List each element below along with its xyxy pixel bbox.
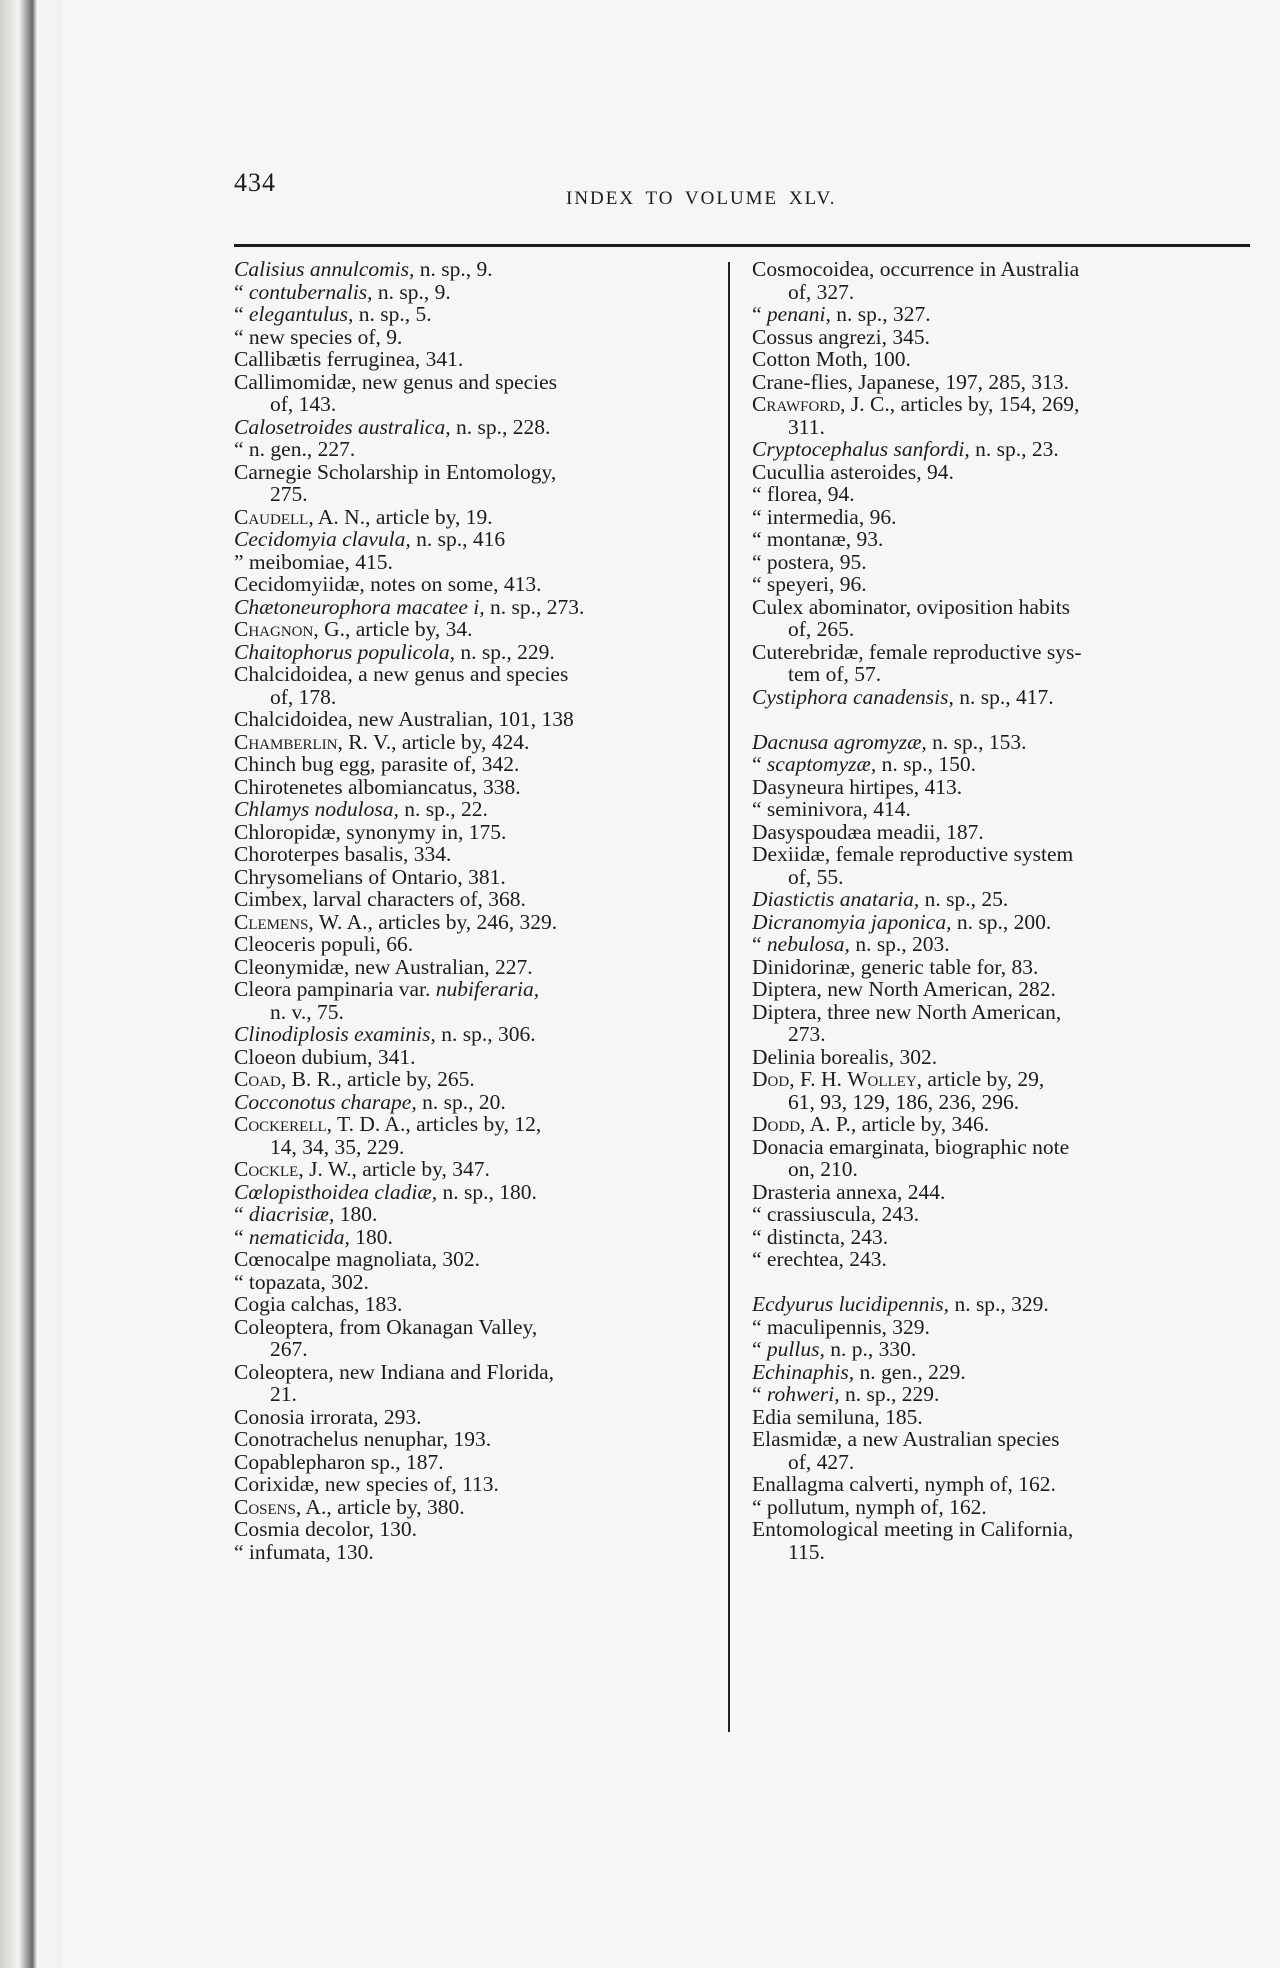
- index-entry: [752, 686, 1244, 709]
- entry-text: of, 143.: [270, 392, 337, 416]
- entry-text: F. H.: [794, 1067, 848, 1091]
- index-entry: [234, 956, 714, 979]
- running-head: INDEX TO VOLUME XLV.: [566, 188, 837, 209]
- entry-text: “ n. gen., 227.: [234, 437, 356, 461]
- entry-text: 267.: [270, 1337, 308, 1361]
- entry-text: Copablepharon sp., 187.: [234, 1449, 444, 1474]
- entry-text: Cockle,: [234, 1157, 304, 1181]
- entry-text: Chaitophorus populicola,: [234, 639, 455, 664]
- entry-text: Chætoneurophora macatee i,: [234, 594, 485, 619]
- entry-text: n. sp., 306.: [435, 1022, 536, 1046]
- index-entry: [234, 1541, 714, 1564]
- entry-text: n. sp., 153.: [926, 729, 1027, 754]
- entry-text: Dodd,: [752, 1112, 806, 1136]
- index-entry: [752, 551, 1244, 574]
- entry-text: “ erechtea, 243.: [752, 1247, 887, 1271]
- index-entry: [752, 483, 1244, 506]
- entry-text: Crawford,: [752, 392, 846, 416]
- index-entry: [234, 461, 714, 484]
- entry-text: Entomological meeting in California,: [752, 1517, 1074, 1541]
- index-entry-continuation: [752, 1451, 1244, 1474]
- index-entry: [752, 1428, 1244, 1451]
- index-entry: [752, 438, 1244, 461]
- entry-text: Delinia borealis, 302.: [752, 1044, 938, 1069]
- entry-text: Diastictis anataria,: [752, 887, 920, 911]
- entry-text: contubernalis,: [248, 279, 373, 304]
- entry-text: Cleoceris populi, 66.: [234, 932, 414, 956]
- index-entry: [752, 1293, 1244, 1316]
- entry-text: n. sp., 228.: [450, 414, 551, 439]
- index-entry-continuation: [752, 1023, 1244, 1046]
- entry-text: of, 265.: [788, 617, 855, 641]
- entry-text: J. W., article by, 347.: [303, 1157, 490, 1181]
- index-entry: [752, 1046, 1244, 1069]
- index-entry: [752, 641, 1244, 664]
- entry-text: pullus,: [766, 1337, 825, 1361]
- entry-text: Dinidorinæ, generic table for, 83.: [752, 954, 1039, 979]
- entry-text: Chinch bug egg, parasite of, 342.: [234, 752, 520, 776]
- entry-text: n. sp., 9.: [372, 279, 451, 304]
- entry-text: of, 327.: [788, 279, 855, 304]
- index-entry-continuation: [752, 1158, 1244, 1181]
- entry-text: Coleoptera, from Okanagan Valley,: [234, 1314, 538, 1339]
- entry-text: “ pollutum, nymph of, 162.: [752, 1494, 987, 1519]
- entry-text: elegantulus,: [248, 302, 354, 326]
- entry-text: 21.: [270, 1382, 297, 1406]
- entry-text: Diptera, new North American, 282.: [752, 977, 1056, 1001]
- index-column-right: [752, 258, 1244, 1563]
- entry-text: “: [234, 1202, 249, 1226]
- index-entry: [234, 303, 714, 326]
- entry-text: n. sp., 200.: [951, 909, 1052, 934]
- index-entry: [752, 843, 1244, 866]
- index-entry: [234, 866, 714, 889]
- entry-text: Choroterpes basalis, 334.: [234, 842, 452, 866]
- index-entry: [752, 528, 1244, 551]
- index-entry-continuation: [752, 281, 1244, 304]
- index-entry: [234, 1496, 714, 1519]
- entry-text: n. sp., 20.: [416, 1089, 506, 1114]
- index-entry: [234, 1046, 714, 1069]
- entry-text: Crane-flies, Japanese, 197, 285, 313.: [752, 369, 1070, 394]
- index-entry: [752, 1316, 1244, 1339]
- index-entry: [234, 978, 714, 1001]
- index-entry: [752, 911, 1244, 934]
- index-entry: [234, 573, 714, 596]
- index-entry-continuation: [752, 663, 1244, 686]
- section-gap: [752, 1271, 1244, 1294]
- entry-text: Cœnocalpe magnoliata, 302.: [234, 1247, 480, 1271]
- entry-text: “: [234, 279, 249, 304]
- index-entry: [234, 753, 714, 776]
- entry-text: “: [752, 1382, 767, 1406]
- entry-text: Drasteria annexa, 244.: [752, 1179, 946, 1204]
- entry-text: nubiferaria,: [435, 977, 540, 1001]
- index-entry: [234, 1181, 714, 1204]
- index-entry-continuation: [752, 1091, 1244, 1114]
- entry-text: J. C., articles by, 154, 269,: [845, 392, 1080, 416]
- entry-text: n. sp., 150.: [876, 752, 976, 776]
- entry-text: “ maculipennis, 329.: [752, 1314, 930, 1339]
- entry-text: nebulosa,: [766, 932, 850, 956]
- entry-text: Donacia emarginata, biographic note: [752, 1134, 1070, 1159]
- entry-text: 14, 34, 35, 229.: [270, 1134, 405, 1159]
- entry-text: n. gen., 229.: [854, 1359, 966, 1384]
- index-entry: [752, 776, 1244, 799]
- entry-text: Edia semiluna, 185.: [752, 1404, 923, 1429]
- entry-text: Cleonymidæ, new Australian, 227.: [234, 954, 533, 979]
- entry-text: “ speyeri, 96.: [752, 572, 867, 596]
- entry-text: 61, 93, 129, 186, 236, 296.: [788, 1089, 1020, 1114]
- index-entry: [752, 1361, 1244, 1384]
- entry-text: “ new species of, 9.: [234, 324, 403, 349]
- entry-text: Echinaphis,: [752, 1359, 855, 1384]
- entry-text: Cloeon dubium, 341.: [234, 1044, 416, 1069]
- entry-text: article by, 29,: [922, 1067, 1045, 1091]
- entry-text: Cocconotus charape,: [234, 1089, 417, 1114]
- entry-text: of, 427.: [788, 1449, 855, 1474]
- entry-text: “ infumata, 130.: [234, 1539, 374, 1564]
- entry-text: Dasyspoudæa meadii, 187.: [752, 819, 984, 844]
- index-entry: [234, 731, 714, 754]
- entry-text: Conosia irrorata, 293.: [234, 1404, 422, 1429]
- index-entry: [234, 1091, 714, 1114]
- entry-text: “ crassiuscula, 243.: [752, 1202, 920, 1226]
- index-entry: [234, 663, 714, 686]
- index-entry: [234, 438, 714, 461]
- entry-text: n. sp., 22.: [398, 797, 488, 821]
- entry-text: 273.: [788, 1022, 826, 1046]
- index-page: [62, 0, 1280, 1968]
- entry-text: “ topazata, 302.: [234, 1269, 369, 1294]
- index-entry: [752, 258, 1244, 281]
- entry-text: rohweri,: [766, 1382, 840, 1406]
- index-entry: [234, 326, 714, 349]
- entry-text: Enallagma calverti, nymph of, 162.: [752, 1472, 1056, 1496]
- index-entry: [234, 551, 714, 574]
- entry-text: n. sp., 203.: [849, 932, 950, 956]
- entry-text: Carnegie Scholarship in Entomology,: [234, 459, 557, 484]
- entry-text: Dacnusa agromyzæ,: [752, 729, 927, 754]
- entry-text: penani,: [766, 302, 831, 326]
- index-entry: [234, 798, 714, 821]
- entry-text: n. sp., 273.: [484, 594, 585, 619]
- index-entry: [752, 1496, 1244, 1519]
- index-entry: [234, 1226, 714, 1249]
- index-entry: [234, 776, 714, 799]
- entry-text: Cucullia asteroides, 94.: [752, 459, 954, 484]
- entry-text: “: [752, 932, 767, 956]
- index-entry: [752, 731, 1244, 754]
- index-entry: [752, 1338, 1244, 1361]
- index-entry: [752, 326, 1244, 349]
- entry-text: Cystiphora canadensis,: [752, 684, 954, 709]
- index-entry: [234, 708, 714, 731]
- index-entry: [752, 1226, 1244, 1249]
- entry-text: Clemens,: [234, 909, 314, 934]
- index-entry: [234, 1068, 714, 1091]
- index-entry: [234, 1406, 714, 1429]
- index-entry: [234, 596, 714, 619]
- index-entry: [234, 618, 714, 641]
- entry-text: n. sp., 9.: [414, 257, 493, 281]
- entry-text: Chalcidoidea, new Australian, 101, 138: [234, 707, 574, 731]
- index-entry: [752, 1113, 1244, 1136]
- index-entry-continuation: [234, 483, 714, 506]
- index-entry: [752, 753, 1244, 776]
- entry-text: n. sp., 329.: [949, 1292, 1049, 1316]
- index-entry-continuation: [752, 1541, 1244, 1564]
- entry-text: R. V., article by, 424.: [342, 729, 530, 754]
- index-entry: [234, 1361, 714, 1384]
- entry-text: n. p., 330.: [824, 1337, 917, 1361]
- index-entry: [234, 528, 714, 551]
- entry-text: Cossus angrezi, 345.: [752, 324, 930, 349]
- entry-text: Culex abominator, oviposition habits: [752, 594, 1071, 619]
- entry-text: “ distincta, 243.: [752, 1224, 889, 1249]
- entry-text: Cockerell,: [234, 1112, 333, 1136]
- index-entry: [234, 1113, 714, 1136]
- entry-text: n. sp., 327.: [830, 302, 931, 326]
- entry-text: “: [752, 302, 767, 326]
- entry-text: W. A., articles by, 246, 329.: [313, 909, 558, 934]
- entry-text: n. sp., 229.: [454, 639, 555, 664]
- entry-text: 180.: [334, 1202, 378, 1226]
- entry-text: “ florea, 94.: [752, 482, 855, 506]
- index-entry: [234, 281, 714, 304]
- index-entry: [752, 1203, 1244, 1226]
- index-entry: [234, 1271, 714, 1294]
- index-entry: [234, 843, 714, 866]
- index-entry: [752, 798, 1244, 821]
- entry-text: Cryptocephalus sanfordi,: [752, 437, 970, 461]
- index-entry: [752, 821, 1244, 844]
- entry-text: Cotton Moth, 100.: [752, 347, 911, 371]
- entry-text: n. sp., 180.: [437, 1179, 537, 1204]
- entry-text: “ seminivora, 414.: [752, 797, 911, 821]
- entry-text: Clinodiplosis examinis,: [234, 1022, 436, 1046]
- entry-text: Dasyneura hirtipes, 413.: [752, 774, 963, 799]
- index-entry: [234, 348, 714, 371]
- entry-text: Cleora pampinaria var.: [234, 977, 436, 1001]
- index-entry-continuation: [234, 1383, 714, 1406]
- entry-text: scaptomyzæ,: [766, 752, 877, 776]
- index-entry: [752, 1136, 1244, 1159]
- entry-text: Calosetroides australica,: [234, 414, 451, 439]
- entry-text: “ montanæ, 93.: [752, 527, 884, 551]
- entry-text: Dexiidæ, female reproductive system: [752, 842, 1074, 866]
- index-entry: [752, 303, 1244, 326]
- index-column-left: [234, 258, 714, 1563]
- entry-text: Chlamys nodulosa,: [234, 797, 399, 821]
- index-entry: [752, 956, 1244, 979]
- index-entry: [234, 911, 714, 934]
- entry-text: on, 210.: [788, 1157, 858, 1181]
- entry-text: Cœlopisthoidea cladiæ,: [234, 1179, 438, 1204]
- entry-text: “: [234, 302, 249, 326]
- entry-text: of, 55.: [788, 864, 844, 889]
- entry-text: n. sp., 23.: [969, 437, 1059, 461]
- entry-text: n. v., 75.: [270, 999, 344, 1024]
- entry-text: Coleoptera, new Indiana and Florida,: [234, 1359, 555, 1384]
- entry-text: Chalcidoidea, a new genus and species: [234, 662, 569, 686]
- entry-text: Cuterebridæ, female reproductive sys-: [752, 639, 1082, 664]
- entry-text: Cecidomyia clavula,: [234, 527, 411, 551]
- index-entry: [752, 1181, 1244, 1204]
- column-divider: [728, 262, 730, 1732]
- entry-text: “: [234, 1224, 249, 1249]
- entry-text: nematicida,: [248, 1224, 350, 1249]
- entry-text: Chagnon,: [234, 617, 319, 641]
- entry-text: 311.: [788, 414, 825, 439]
- index-entry: [752, 596, 1244, 619]
- entry-text: T. D. A., articles by, 12,: [332, 1112, 542, 1136]
- entry-text: A., article by, 380.: [301, 1494, 465, 1519]
- index-entry: [234, 1316, 714, 1339]
- index-entry: [752, 573, 1244, 596]
- index-entry: [752, 461, 1244, 484]
- entry-text: “: [752, 752, 767, 776]
- entry-text: tem of, 57.: [788, 662, 882, 686]
- index-entry-continuation: [234, 1136, 714, 1159]
- entry-text: of, 178.: [270, 684, 337, 709]
- index-entry: [752, 1068, 1244, 1091]
- index-entry: [234, 1023, 714, 1046]
- entry-text: Chamberlin,: [234, 729, 343, 754]
- entry-text: Ecdyurus lucidipennis,: [752, 1292, 950, 1316]
- entry-text: Coad,: [234, 1067, 287, 1091]
- entry-text: Chrysomelians of Ontario, 381.: [234, 864, 506, 889]
- index-entry: [234, 416, 714, 439]
- index-entry: [234, 1428, 714, 1451]
- index-entry: [752, 393, 1244, 416]
- entry-text: B. R., article by, 265.: [286, 1067, 475, 1091]
- index-entry-continuation: [752, 618, 1244, 641]
- entry-text: Callibætis ferruginea, 341.: [234, 347, 464, 371]
- index-entry: [752, 348, 1244, 371]
- index-entry: [752, 978, 1244, 1001]
- index-entry: [752, 933, 1244, 956]
- entry-text: Cecidomyiidæ, notes on some, 413.: [234, 572, 542, 596]
- entry-text: n. sp., 229.: [839, 1382, 940, 1406]
- index-entry: [234, 641, 714, 664]
- index-entry: [234, 506, 714, 529]
- entry-text: Corixidæ, new species of, 113.: [234, 1472, 499, 1496]
- index-entry: [752, 1248, 1244, 1271]
- index-entry: [234, 1248, 714, 1271]
- index-entry: [752, 1383, 1244, 1406]
- index-entry: [234, 933, 714, 956]
- index-entry-continuation: [234, 393, 714, 416]
- index-entry: [752, 888, 1244, 911]
- index-entry: [234, 821, 714, 844]
- index-entry: [752, 1518, 1244, 1541]
- entry-text: diacrisiæ,: [248, 1202, 335, 1226]
- entry-text: n. sp., 417.: [953, 684, 1054, 709]
- entry-text: Chloropidæ, synonymy in, 175.: [234, 819, 507, 844]
- scan-binding-edge: [0, 0, 62, 1968]
- entry-text: n. sp., 416: [410, 527, 506, 551]
- entry-text: Elasmidæ, a new Australian species: [752, 1427, 1060, 1451]
- entry-text: Dod,: [752, 1067, 795, 1091]
- entry-text: 275.: [270, 482, 308, 506]
- index-entry: [752, 1473, 1244, 1496]
- index-entry: [234, 258, 714, 281]
- index-entry: [234, 1203, 714, 1226]
- entry-text: Wolley,: [847, 1067, 923, 1091]
- index-entry: [752, 371, 1244, 394]
- entry-text: 115.: [788, 1539, 825, 1564]
- index-entry: [234, 371, 714, 394]
- entry-text: n. sp., 25.: [919, 887, 1009, 911]
- index-entry-continuation: [234, 1001, 714, 1024]
- index-entry-continuation: [234, 686, 714, 709]
- index-entry: [752, 506, 1244, 529]
- entry-text: Diptera, three new North American,: [752, 999, 1062, 1024]
- index-entry: [234, 1518, 714, 1541]
- entry-text: Caudell,: [234, 504, 314, 529]
- page-number: 434: [234, 168, 276, 197]
- entry-text: Dicranomyia japonica,: [752, 909, 952, 934]
- entry-text: Cosmia decolor, 130.: [234, 1517, 418, 1541]
- entry-text: ” meibomiae, 415.: [234, 549, 393, 574]
- entry-text: Cosmocoidea, occurrence in Australia: [752, 257, 1080, 281]
- entry-text: Cimbex, larval characters of, 368.: [234, 887, 526, 911]
- index-entry: [752, 1001, 1244, 1024]
- entry-text: Callimomidæ, new genus and species: [234, 369, 558, 394]
- index-entry: [234, 1158, 714, 1181]
- entry-text: Cosens,: [234, 1494, 302, 1519]
- index-entry-continuation: [752, 866, 1244, 889]
- header-rule: [234, 244, 1250, 247]
- index-entry: [234, 1473, 714, 1496]
- entry-text: Conotrachelus nenuphar, 193.: [234, 1427, 492, 1451]
- entry-text: Calisius annulcomis,: [234, 257, 415, 281]
- entry-text: “ postera, 95.: [752, 549, 867, 574]
- index-entry: [234, 1293, 714, 1316]
- index-entry: [234, 1451, 714, 1474]
- section-gap: [752, 708, 1244, 731]
- index-entry: [234, 888, 714, 911]
- index-entry: [752, 1406, 1244, 1429]
- entry-text: n. sp., 5.: [353, 302, 432, 326]
- entry-text: “: [752, 1337, 767, 1361]
- entry-text: Chirotenetes albomiancatus, 338.: [234, 774, 521, 799]
- index-entry-continuation: [234, 1338, 714, 1361]
- entry-text: A. P., article by, 346.: [805, 1112, 990, 1136]
- entry-text: “ intermedia, 96.: [752, 504, 897, 529]
- entry-text: Cogia calchas, 183.: [234, 1292, 403, 1316]
- entry-text: A. N., article by, 19.: [313, 504, 493, 529]
- index-entry-continuation: [752, 416, 1244, 439]
- entry-text: 180.: [349, 1224, 393, 1249]
- entry-text: G., article by, 34.: [318, 617, 473, 641]
